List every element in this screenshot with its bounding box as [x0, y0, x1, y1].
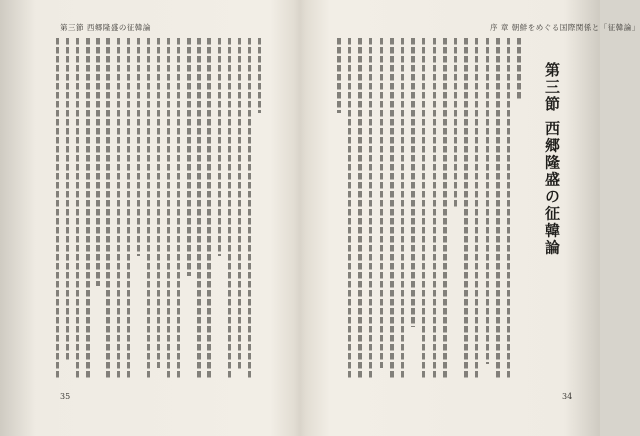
text-column: [137, 38, 140, 256]
right-page: [300, 0, 640, 436]
left-body-text: [46, 38, 268, 378]
text-column: [348, 38, 351, 378]
text-column: [218, 38, 221, 256]
text-column: [167, 38, 170, 378]
text-column: [147, 38, 150, 378]
text-column: [443, 38, 446, 378]
text-column: [401, 38, 404, 378]
text-column: [66, 38, 69, 361]
text-column: [422, 38, 425, 378]
text-column: [433, 38, 436, 378]
text-column: [177, 38, 180, 378]
text-column: [411, 38, 414, 327]
text-column: [96, 38, 99, 286]
right-body-text: [322, 38, 528, 378]
text-column: [390, 38, 393, 378]
text-column: [207, 38, 210, 378]
text-column: [76, 38, 79, 378]
text-column: [157, 38, 160, 368]
text-column: [197, 38, 200, 378]
text-column: [258, 38, 261, 113]
section-heading: 第三節 西郷隆盛の征韓論: [543, 62, 561, 257]
text-column: [496, 38, 499, 378]
text-column: [248, 38, 251, 378]
text-column: [228, 38, 231, 378]
text-column: [106, 38, 109, 378]
text-column: [380, 38, 383, 368]
running-header-right: 序 章 朝鮮をめぐる国際関係と「征韓論」: [490, 23, 640, 32]
text-column: [127, 38, 130, 378]
text-column: [517, 38, 520, 99]
text-column: [187, 38, 190, 276]
text-column: [337, 38, 340, 113]
text-column: [454, 38, 457, 208]
text-column: [486, 38, 489, 364]
text-column: [86, 38, 89, 378]
text-column: [358, 38, 361, 378]
page-number-left: 35: [60, 392, 71, 401]
running-header-left: 第三節 西郷隆盛の征韓論: [60, 23, 151, 32]
text-column: [369, 38, 372, 378]
text-column: [507, 38, 510, 378]
left-page: [0, 0, 300, 436]
text-column: [475, 38, 478, 378]
text-column: [56, 38, 59, 378]
text-column: [117, 38, 120, 378]
text-column: [238, 38, 241, 371]
text-column: [464, 38, 467, 378]
page-number-right: 34: [562, 392, 573, 401]
